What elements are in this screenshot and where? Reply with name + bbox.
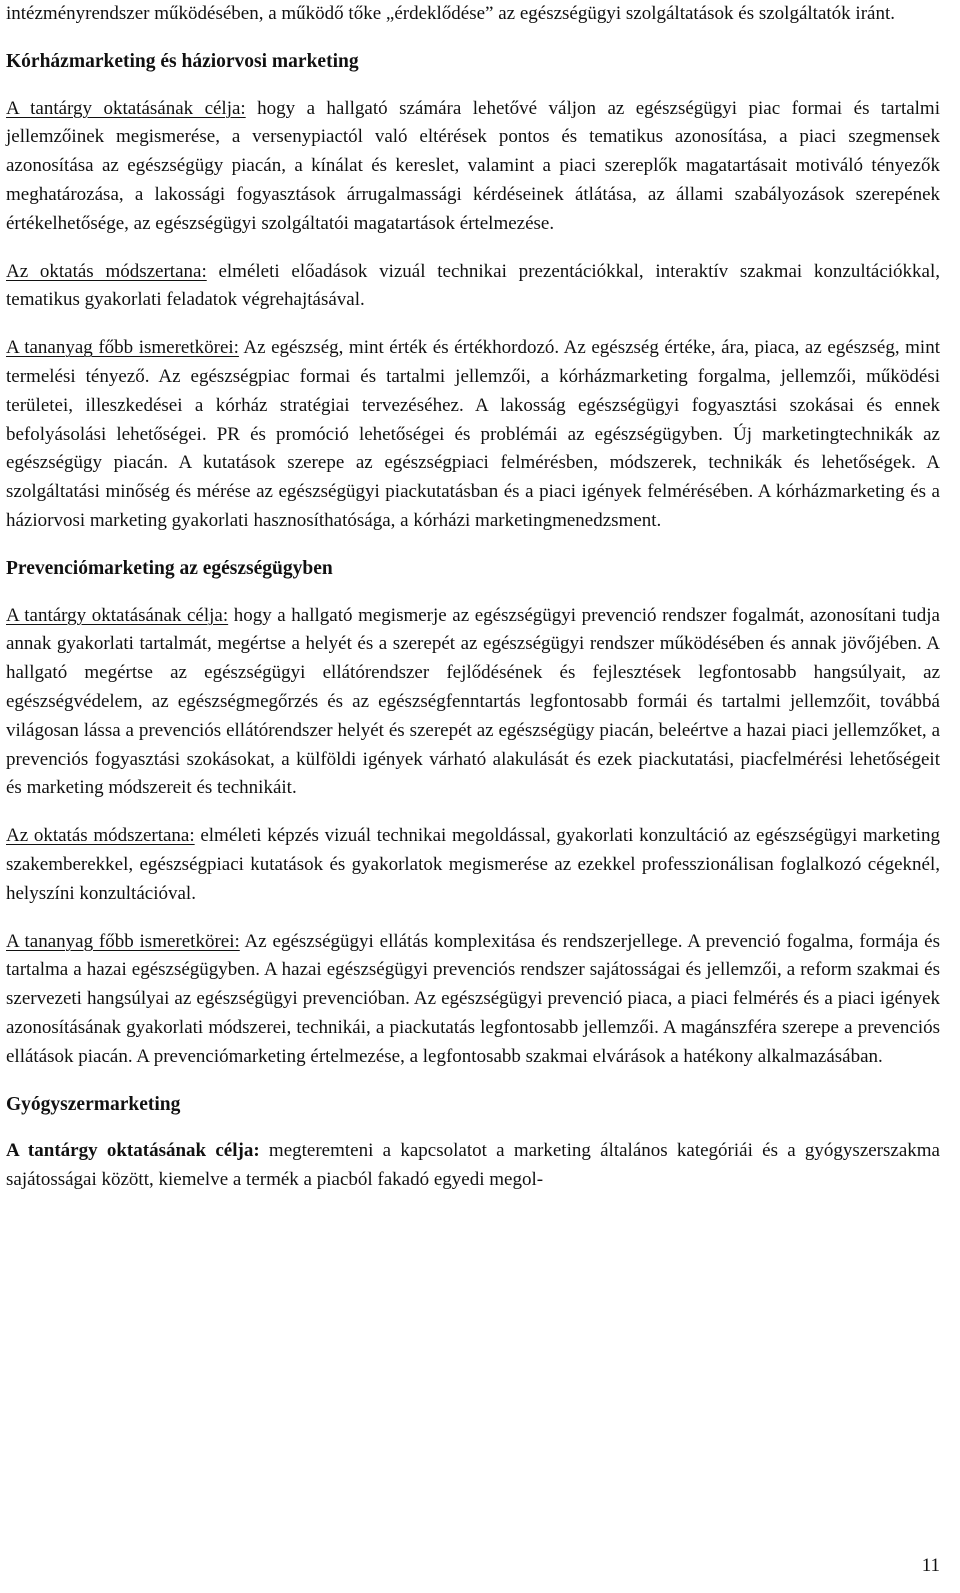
paragraph-teaching-method [6,822,940,908]
text-main-topics: Az egészségügyi ellátás komplexitása és rendszerjellege. A prevenció fogalma, formája és tartalma a hazai egészségügyben. A hazai egészségügyi prevenciós rendszer sajátosságai és jellemzői, a reform szakmai és szervezeti hangsúlyai az egészségügyi prevencióban. Az egészségügyi prevenció piaca, a piaci felmérés és a piaci igények azonosításának gyakorlati módszerei, technikái, a piackutatás legfontosabb jellemzői. A magánszféra szerepe a prevenciós ellátások piacán. A prevenciómarketing értelmezése, a legfontosabb szakmai elvárások a hatékony alkalmazásában. [6,930,940,1067]
label-course-goal: A tantárgy oktatásának célja: [6,1140,260,1162]
paragraph-course-goal [6,95,940,239]
label-teaching-method: Az oktatás módszertana: [6,825,195,847]
section-heading-prevention-marketing: Prevenciómarketing az egészségügyben [6,557,333,579]
label-course-goal: A tantárgy oktatásának célja: [6,604,229,626]
text-course-goal: megteremteni a kapcsolatot a marketing általános kategóriái és a gyógyszerszakma sajátosságai között, kiemelve a termék a piacból fakadó egyedi megol- [6,1140,940,1191]
paragraph-main-topics [6,334,940,536]
text-main-topics: Az egészség, mint érték és értékhordozó. Az egészség értéke, ára, piaca, az egészség, mint termelési tényező. Az egészségpiac formai és tartalmi jellemzői, a kórházmarketing forgalma, jellemzői, működési területei, illeszkedései a kórház stratégiai tervezéséhez. A lakosság egészségügyi fogyasztási szokásai és ennek befolyásolási lehetőségei. PR és promóció lehetőségei és problémái az egészségügyben. Új marketingtechnikák az egészségügy piacán. A kutatások szerepe az egészségpiaci felmérésben, módszerek, technikák és lehetőségek. A szolgáltatási minőség és mérése az egészségügyi piackutatásban és a piaci igények felmérésében. A kórházmarketing és a háziorvosi marketing gyakorlati hasznosíthatósága, a kórházi marketingmenedzsment. [6,337,940,531]
text-teaching-method: elméleti előadások vizuál technikai prezentációkkal, interaktív szakmai konzultációkkal, tematikus gyakorlati feladatok végrehajtásával. [6,260,940,311]
paragraph-main-topics [6,928,940,1072]
label-main-topics: A tananyag főbb ismeretkörei: [6,930,240,952]
intro-paragraph: intézményrendszer működésében, a működő tőke „érdeklődése” az egészségügyi szolgáltatások és szolgáltatók iránt. [6,3,895,24]
page-number: 11 [921,1555,940,1576]
text-course-goal: hogy a hallgató megismerje az egészségügyi prevenció rendszer fogalmát, azonosítani tudja annak gyakorlati tartalmát, megértse a helyét és a szerepét az egészségügyi rendszer működésében és annak jövőjében. A hallgató megértse az egészségügyi ellátórendszer fejlődésének és fejlesztések legfontosabb hangsúlyait, az egészségvédelem, az egészségmegőrzés és az egészségfenntartás legfontosabb formái és tartalmi jellemzőit, továbbá világosan lássa a prevenciós ellátórendszer helyét és szerepét az egészségügy piacán, beleértve a hazai piaci jellemzőket, a prevenciós fogyasztási szokásokat, a külföldi igények várható alakulását és ezek piackutatási, piacfelmérési lehetőségeit és marketing módszereit és technikáit. [6,604,940,799]
label-main-topics: A tananyag főbb ismeretkörei: [6,337,239,359]
section-heading-pharma-marketing: Gyógyszermarketing [6,1093,181,1115]
paragraph-course-goal [6,602,940,804]
text-teaching-method: elméleti képzés vizuál technikai megoldással, gyakorlati konzultáció az egészségügyi marketing szakemberekkel, egészségpiaci kutatások és gyakorlatok megismerése az ezekkel professzionálisan foglalkozó cégeknél, helyszíni konzultációval. [6,825,940,904]
paragraph-course-goal [6,1137,940,1195]
label-teaching-method: Az oktatás módszertana: [6,260,207,282]
text-course-goal: hogy a hallgató számára lehetővé váljon az egészségügyi piac formai és tartalmi jellemzőinek megismerése, a versenypiactól való eltérések pontos és tematikus azonosítása, a piaci szegmensek azonosítása az egészségügy piacán, a kínálat és kereslet, valamint a piaci szereplők magatartásait motiváló tényezők meghatározása, a lakossági fogyasztások árrugalmassági kérdéseinek átlátása, az állami szabályozások szerepének értékelhetősége, az egészségügyi szolgáltatói magatartások értelmezése. [6,97,940,234]
paragraph-teaching-method [6,258,940,316]
label-course-goal: A tantárgy oktatásának célja: [6,97,246,119]
text-column [6,0,940,1195]
section-heading-hospital-marketing: Kórházmarketing és háziorvosi marketing [6,50,359,72]
